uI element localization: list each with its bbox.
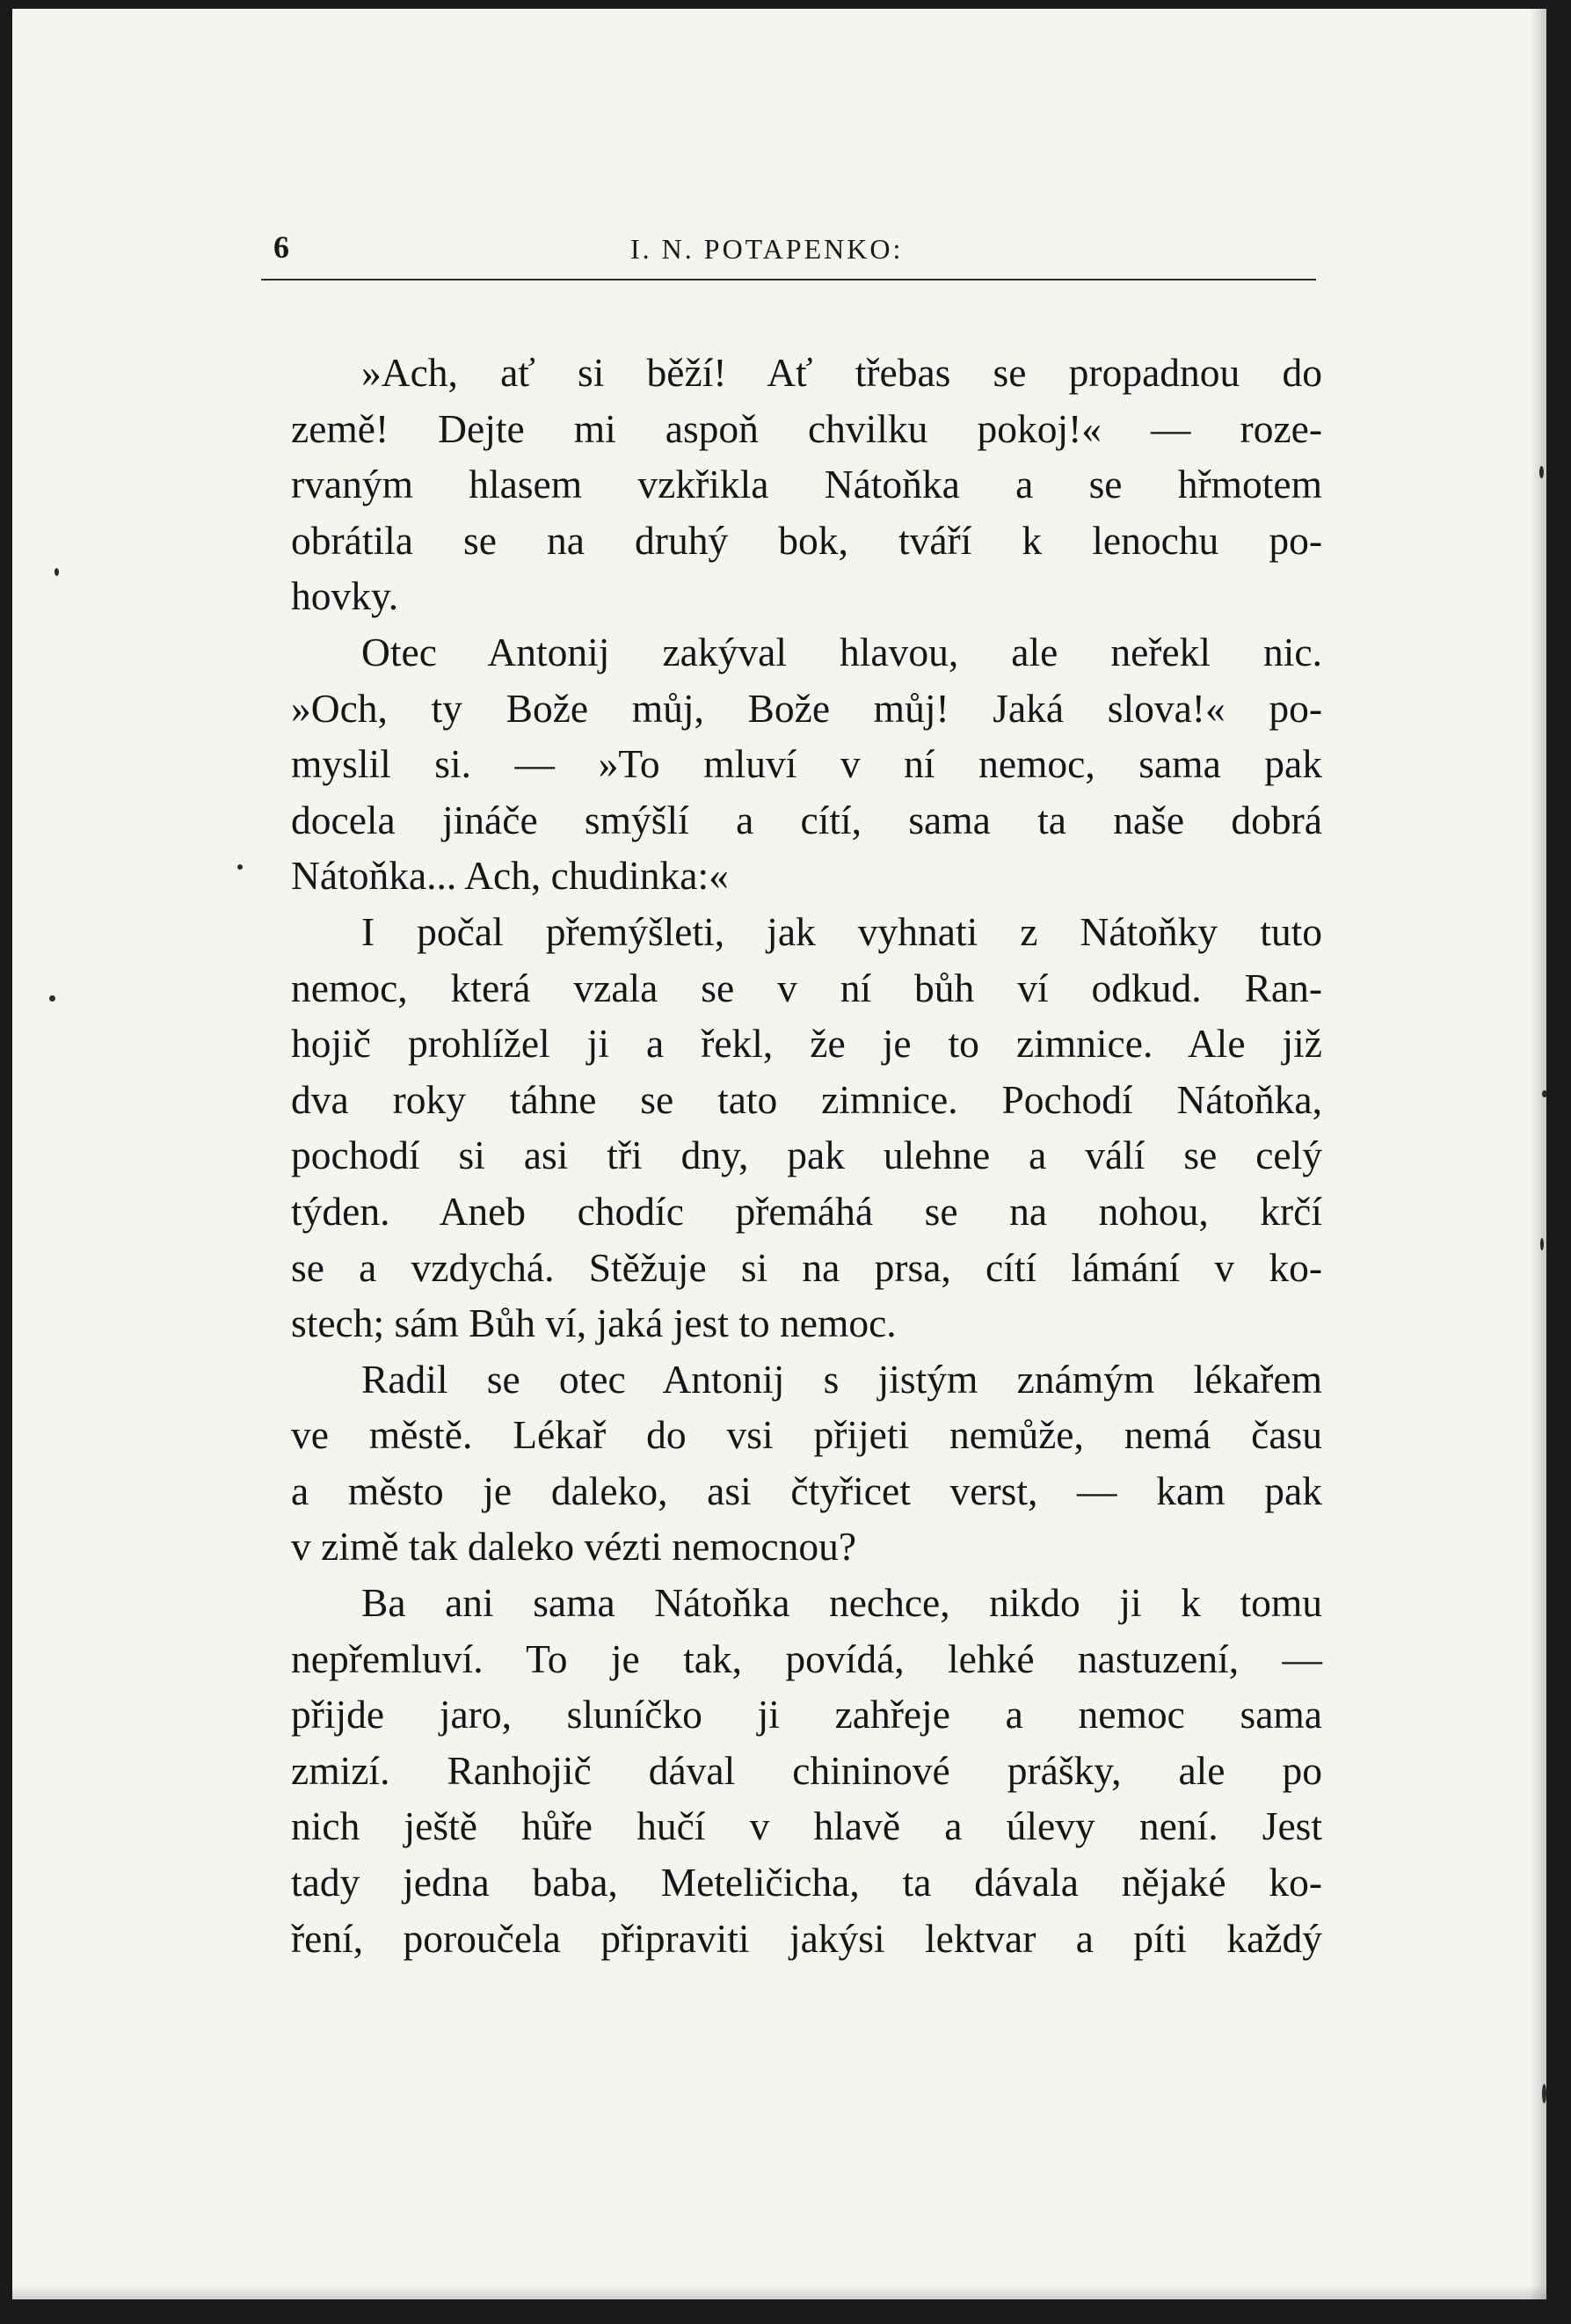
ink-speck xyxy=(1542,2084,1546,2103)
text-line: stech; sám Bůh ví, jaká jest to nemoc. xyxy=(291,1300,897,1346)
page-header xyxy=(261,224,1316,280)
text-line: rvaným hlasem vzkřikla Nátoňka a se hřmotem xyxy=(291,462,1322,507)
text-line: obrátila se na druhý bok, tváří k lenochu po- xyxy=(291,517,1322,563)
book-page xyxy=(12,9,1546,2299)
text-line: týden. Aneb chodíc přemáhá se na nohou, krčí xyxy=(291,1188,1322,1234)
text-line: nepřemluví. To je tak, povídá, lehké nastuzení, — xyxy=(291,1636,1322,1681)
text-line: hojič prohlížel ji a řekl, že je to zimnice. Ale již xyxy=(291,1021,1322,1067)
text-line: ve městě. Lékař do vsi přijeti nemůže, nemá času xyxy=(291,1412,1322,1458)
text-line: zmizí. Ranhojič dával chininové prášky, ale po xyxy=(291,1747,1322,1793)
ink-speck xyxy=(1539,466,1544,478)
text-line: Ba ani sama Nátoňka nechce, nikdo ji k tomu xyxy=(361,1580,1322,1626)
text-line: »Ach, ať si běží! Ať třebas se propadnou do xyxy=(361,350,1322,395)
ink-speck xyxy=(237,864,243,870)
text-line: Radil se otec Antonij s jistým známým lékařem xyxy=(361,1356,1322,1402)
ink-speck xyxy=(49,995,55,1002)
page-number: 6 xyxy=(273,229,289,265)
text-line: a město je daleko, asi čtyřicet verst, — kam pak xyxy=(291,1468,1322,1513)
text-line: v zimě tak daleko vézti nemocnou? xyxy=(291,1524,857,1570)
text-line: I počal přemýšleti, jak vyhnati z Nátoňky tuto xyxy=(361,908,1322,954)
text-line: Nátoňka... Ach, chudinka:« xyxy=(291,853,729,899)
text-line: ření, poroučela připraviti jakýsi lektvar a píti každý xyxy=(291,1915,1322,1961)
ink-speck xyxy=(1542,1090,1546,1097)
text-line: docela jináče smýšlí a cítí, sama ta naše dobrá xyxy=(291,797,1322,842)
ink-speck xyxy=(55,568,59,576)
text-line: země! Dejte mi aspoň chvilku pokoj!« — roze- xyxy=(291,405,1322,451)
text-line: pochodí si asi tři dny, pak ulehne a válí se celý xyxy=(291,1133,1322,1178)
ink-speck xyxy=(1540,1238,1544,1250)
running-head: I. N. POTAPENKO: xyxy=(630,233,904,265)
text-line: nemoc, která vzala se v ní bůh ví odkud. Ran- xyxy=(291,965,1322,1010)
text-line: dva roky táhne se tato zimnice. Pochodí Nátoňka, xyxy=(291,1076,1322,1122)
text-line: přijde jaro, sluníčko ji zahřeje a nemoc sama xyxy=(291,1692,1322,1738)
text-line: hovky. xyxy=(291,573,399,619)
text-line: nich ještě hůře hučí v hlavě a úlevy není. Jest xyxy=(291,1803,1322,1849)
body-text xyxy=(291,345,1322,1966)
text-line: myslil si. — »To mluví v ní nemoc, sama pak xyxy=(291,741,1322,787)
text-line: se a vzdychá. Stěžuje si na prsa, cítí lámání v ko- xyxy=(291,1244,1322,1290)
text-line: tady jedna baba, Meteličicha, ta dávala nějaké ko- xyxy=(291,1860,1322,1905)
text-line: Otec Antonij zakýval hlavou, ale neřekl nic. xyxy=(361,629,1322,674)
text-line: »Och, ty Bože můj, Bože můj! Jaká slova!« po- xyxy=(291,685,1322,731)
